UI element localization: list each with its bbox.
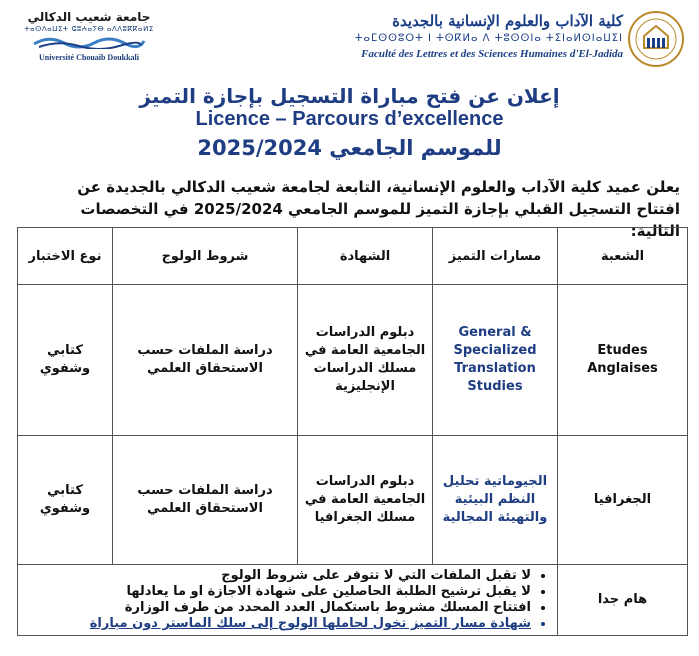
note-item: • لا تقبل الملفات التي لا تتوفر على شروط الولوج bbox=[22, 568, 531, 584]
title-season: للموسم الجامعي 2025/2024 bbox=[197, 136, 502, 160]
faculty-header bbox=[265, 6, 685, 72]
university-wave-icon bbox=[29, 35, 149, 49]
header-department: الشعبة bbox=[558, 228, 688, 285]
header-exam: نوع الاختبار bbox=[18, 228, 113, 285]
header bbox=[0, 0, 699, 80]
cell-exam: كتابي وشفوي bbox=[18, 285, 113, 436]
faculty-name-fr: Faculté des Lettres et des Sciences Humaines d'El-Jadida bbox=[361, 48, 623, 60]
university-name-fr: Université Chouaib Doukkali bbox=[38, 53, 140, 62]
cell-department: الجغرافيا bbox=[558, 436, 688, 565]
title-french: Licence – Parcours d’excellence bbox=[195, 108, 504, 130]
table-header-row bbox=[18, 228, 688, 285]
header-track: مسارات التميز bbox=[433, 228, 558, 285]
university-name-ar: جامعة شعيب الدكالي bbox=[27, 10, 151, 24]
cell-conditions: دراسة الملفات حسب الاستحقاق العلمي bbox=[113, 285, 298, 436]
header-conditions: شروط الولوج bbox=[113, 228, 298, 285]
table-row bbox=[18, 436, 688, 565]
university-name-tifinagh: ⵜⴰⵙⴷⴰⵡⵉⵜ ⵛⵓⵄⴰⵢⴱ ⴰⴷⴷⵓⴽⴽⴰⵍⵉ bbox=[24, 25, 154, 33]
cell-department: Etudes Anglaises bbox=[558, 285, 688, 436]
title-arabic: إعلان عن فتح مباراة التسجيل بإجازة التميز bbox=[139, 84, 560, 108]
table-row bbox=[18, 285, 688, 436]
note-item: • شهادة مسار التميز تخول لحاملها الولوج إلى سلك الماستر دون مباراة bbox=[22, 616, 531, 632]
note-item: • لا يقبل ترشيح الطلبة الحاصلين على شهادة الاجازة او ما يعادلها bbox=[22, 584, 531, 600]
faculty-seal-icon bbox=[627, 10, 685, 68]
cell-diploma: دبلوم الدراسات الجامعية العامة في مسلك الجغرافيا bbox=[298, 436, 433, 565]
cell-exam: كتابي وشفوي bbox=[18, 436, 113, 565]
notes-list bbox=[22, 568, 547, 632]
tracks-table bbox=[17, 227, 688, 636]
cell-conditions: دراسة الملفات حسب الاستحقاق العلمي bbox=[113, 436, 298, 565]
note-item: • افتتاح المسلك مشروط باستكمال العدد المحدد من طرف الوزارة bbox=[22, 600, 531, 616]
notes-cell bbox=[18, 565, 558, 636]
header-diploma: الشهادة bbox=[298, 228, 433, 285]
cell-diploma: دبلوم الدراسات الجامعية العامة في مسلك الدراسات الإنجليزية bbox=[298, 285, 433, 436]
notes-label: هام جدا bbox=[558, 565, 688, 636]
notes-row bbox=[18, 565, 688, 636]
intro-text: يعلن عميد كلية الآداب والعلوم الإنسانية، التابعة لجامعة شعيب الدكالي بالجديدة عن افتتاح التسجيل القبلي بإجازة التميز للموسم الجامعي 2025/2024 في التخصصات التالية: bbox=[77, 178, 680, 240]
cell-track: General & Specialized Translation Studies bbox=[433, 285, 558, 436]
faculty-name-tifinagh: ⵜⴰⵎⵙⵙⵓⵔⵜ ⵏ ⵜⵙⴽⵍⴰ ⴷ ⵜⵓⵙⵙⵏⴰ ⵜⵉⵏⴰⵍⵙⵏⴰⵡⵉⵏ bbox=[354, 33, 623, 44]
faculty-name-ar: كلية الآداب والعلوم الإنسانية بالجديدة bbox=[392, 12, 623, 30]
university-logo bbox=[14, 10, 164, 70]
cell-track: الجيوماتية تحليل النظم البيئية والتهيئة المجالية bbox=[433, 436, 558, 565]
